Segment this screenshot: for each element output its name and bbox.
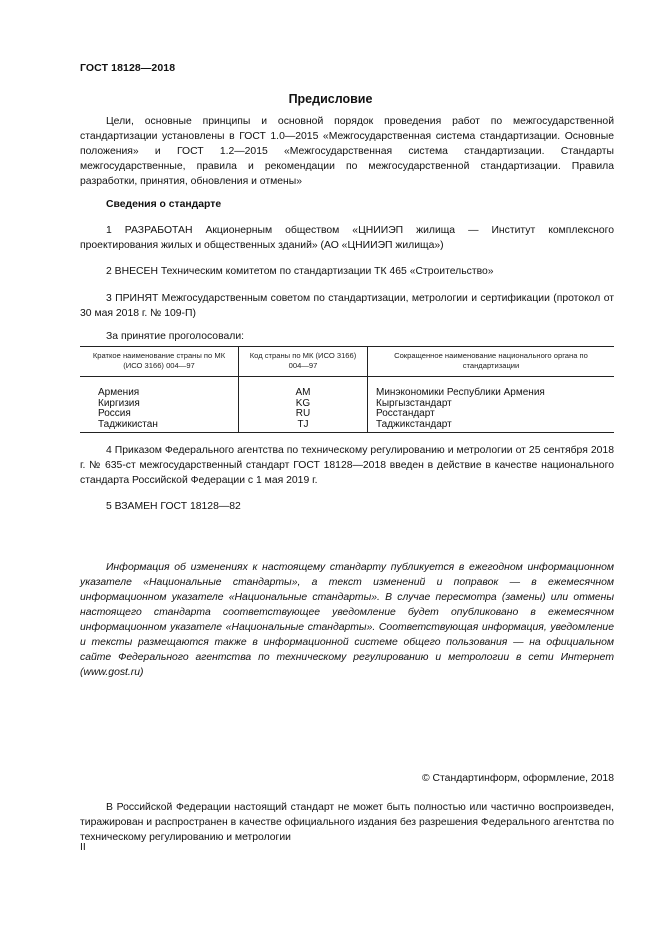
table-row [80, 420, 614, 433]
changes-info-note: Информация об изменениях к настоящему стандарту публикуется в ежегодном информационном указателе «Национальные стандарты», а текст изменений и поправок — в ежемесячном информационном указателе «Национальные стандарты». В случае пересмотра (замены) или отмены настоящего стандарта соответствующее уведомление будет опубликовано в ежемесячном информационном указателе «Национальные стандарты». Соответствующая информация, уведомление и тексты размещаются также в информационной системе общего пользования — на официальном сайте Федерального агентства по техническому регулированию и метрологии в сети Интернет (www.gost.ru) [80, 562, 614, 678]
table-row [80, 409, 614, 420]
vote-label: За принятие проголосовали: [106, 331, 245, 342]
item-5-replaces: 5 ВЗАМЕН ГОСТ 18128—82 [106, 501, 241, 512]
code-cell: TJ [239, 420, 368, 433]
country-cell: Армения [98, 387, 140, 398]
country-cell: Россия [98, 408, 131, 419]
agency-cell: Кыргызстандарт [368, 399, 615, 410]
column-header-code: Код страны по МК (ИСО 3166) 004—97 [239, 347, 368, 377]
column-header-agency: Сокращенное наименование национального органа по стандартизации [368, 347, 615, 377]
standard-code-header: ГОСТ 18128—2018 [80, 62, 176, 74]
page-title: Предисловие [288, 92, 373, 106]
intro-paragraph: Цели, основные принципы и основной порядок проведения работ по межгосударственной стандартизации установлены в ГОСТ 1.0—2015 «Межгосударственная система стандартизации. Основные положения» и ГОСТ 1.2—2015 «Межгосударственная система стандартизации. Стандарты межгосударственные, правила и рекомендации по межгосударственной стандартизации. Правила разработки, принятия, обновления и отмены» [80, 116, 614, 187]
page-number: II [80, 842, 86, 853]
table-row [80, 377, 614, 399]
code-cell: RU [239, 409, 368, 420]
code-cell: AM [239, 377, 368, 399]
agency-cell: Таджикстандарт [368, 420, 615, 433]
item-1-developed: 1 РАЗРАБОТАН Акционерным обществом «ЦНИИЭП жилища — Институт комплексного проектирования жилых и общественных зданий» (АО «ЦНИИЭП жилища») [80, 225, 614, 251]
country-cell: Киргизия [98, 397, 140, 409]
voting-table [80, 346, 614, 433]
agency-cell: Минэкономики Республики Армения [368, 377, 615, 399]
about-heading: Сведения о стандарте [106, 199, 222, 210]
copyright-line: © Стандартинформ, оформление, 2018 [421, 773, 614, 784]
reproduction-note: В Российской Федерации настоящий стандарт не может быть полностью или частично воспроизведен, тиражирован и распространен в качестве официального издания без разрешения Федерального агентства по техническому регулированию и метрологии [80, 802, 614, 843]
agency-cell: Росстандарт [368, 409, 615, 420]
code-cell: KG [239, 399, 368, 410]
table-row [80, 399, 614, 410]
item-2-submitted: 2 ВНЕСЕН Техническим комитетом по стандартизации ТК 465 «Строительство» [106, 266, 494, 277]
item-3-adopted: 3 ПРИНЯТ Межгосударственным советом по стандартизации, метрологии и сертификации (протокол от 30 мая 2018 г. № 109-П) [80, 293, 614, 319]
item-4-order: 4 Приказом Федерального агентства по техническому регулированию и метрологии от 25 сентября 2018 г. № 635-ст межгосударственный стандарт ГОСТ 18128—2018 введен в действие в качестве национального стандарта Российской Федерации с 1 мая 2019 г. [80, 445, 614, 486]
table-header-row [80, 347, 614, 377]
country-cell: Таджикистан [80, 420, 239, 433]
column-header-country: Краткое наименование страны по МК (ИСО 3166) 004—97 [80, 347, 239, 377]
